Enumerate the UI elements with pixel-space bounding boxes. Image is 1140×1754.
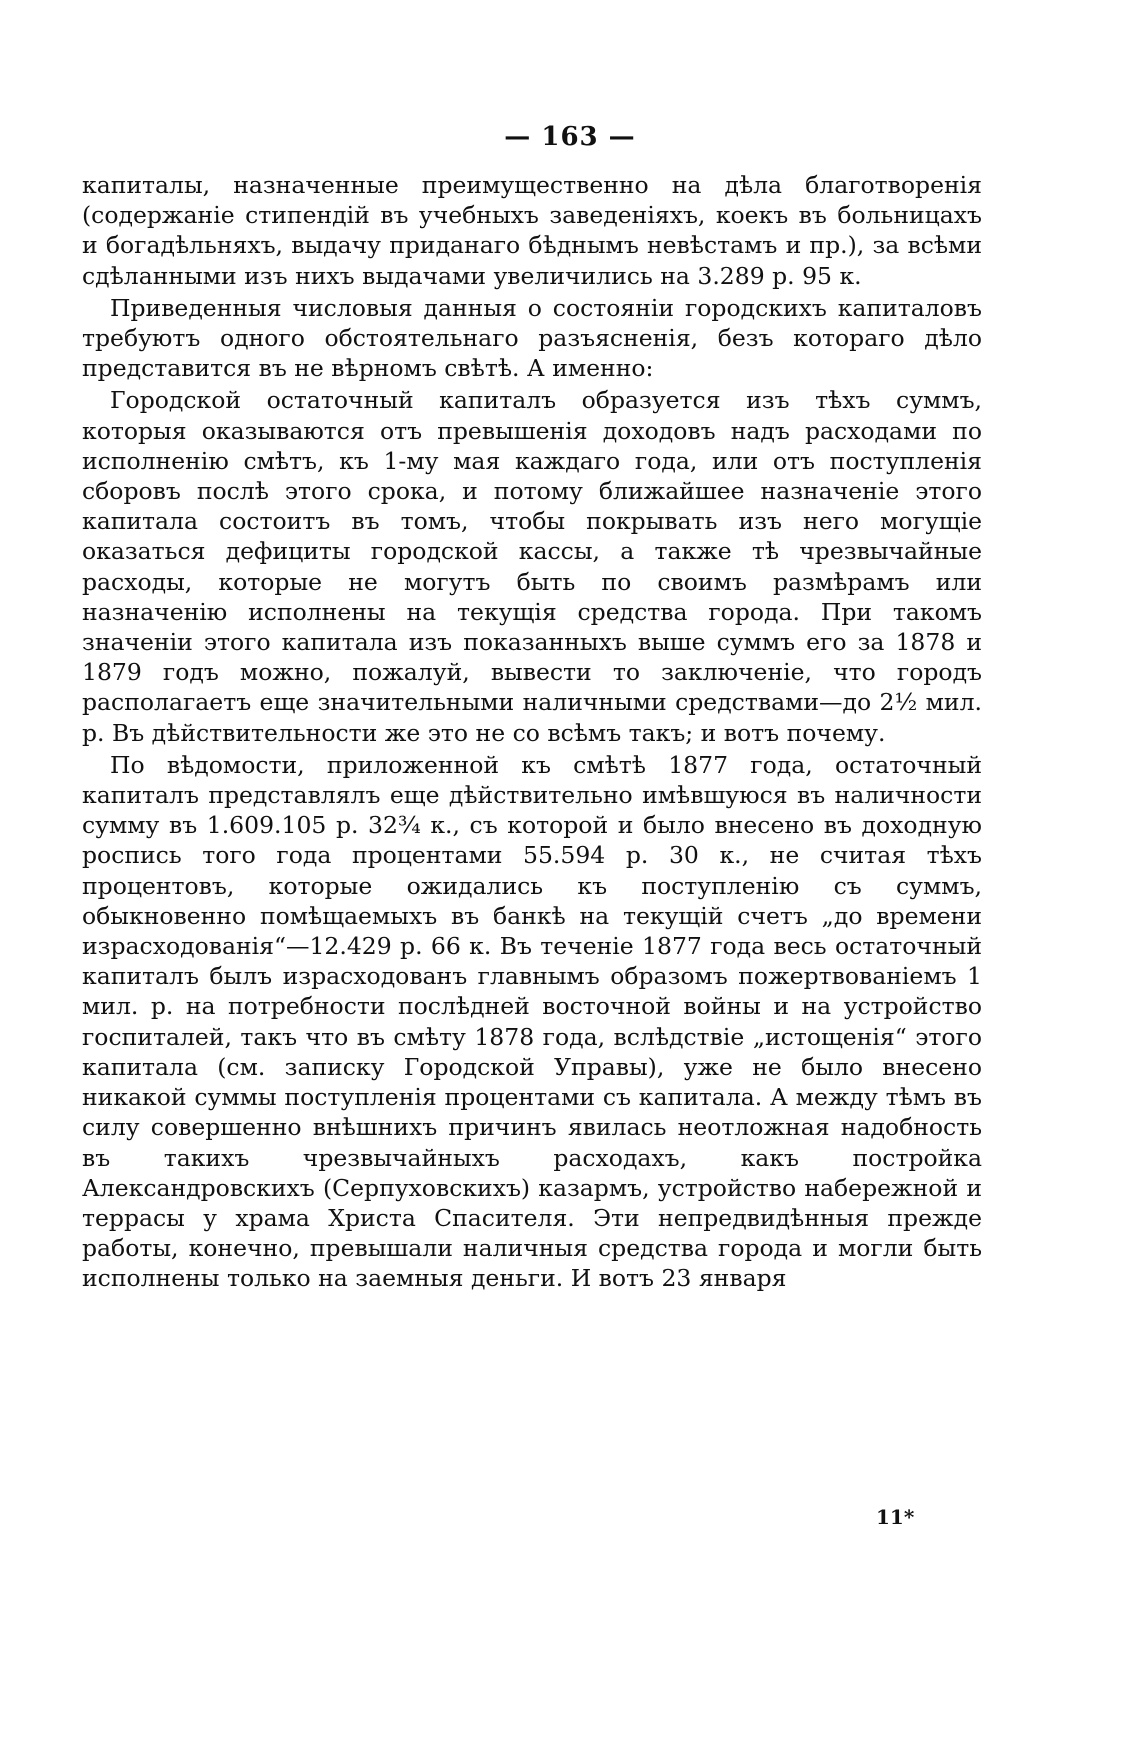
signature-mark: 11* — [876, 1505, 915, 1529]
paragraph-1: капиталы, назначенные преимущественно на дѣла благотворенія (содержаніе стипендій въ учебныхъ заведеніяхъ, коекъ въ больницахъ и богадѣльняхъ, выдачу приданаго бѣднымъ невѣстамъ и пр.), за всѣми сдѣланными изъ нихъ выдачами увеличились на 3.289 р. 95 к. — [82, 171, 982, 290]
paragraph-3: Городской остаточный капиталъ образуется изъ тѣхъ суммъ, которыя оказываются отъ превышенія доходовъ надъ расходами по исполненію смѣтъ, къ 1-му мая каждаго года, или отъ поступленія сборовъ послѣ этого срока, и потому ближайшее назначеніе этого капитала состоитъ въ томъ, чтобы покрывать изъ него могущіе оказаться дефициты городской кассы, а также тѣ чрезвычайные расходы, которые не могутъ быть по своимъ размѣрамъ или назначенію исполнены на текущія средства города. При такомъ значеніи этого капитала изъ показанныхъ выше суммъ его за 1878 и 1879 годъ можно, пожалуй, вывести то заключеніе, что городъ располагаетъ еще значительными наличными средствами—до 2½ мил. р. Въ дѣйствительности же это не со всѣмъ такъ; и вотъ почему. — [82, 386, 982, 747]
paragraph-4: По вѣдомости, приложенной къ смѣтѣ 1877 года, остаточный капиталъ представлялъ еще дѣйствительно имѣвшуюся въ наличности сумму въ 1.609.105 р. 32¾ к., съ которой и было внесено въ доходную роспись того года процентами 55.594 р. 30 к., не считая тѣхъ процентовъ, которые ожидались къ поступленію съ суммъ, обыкновенно помѣщаемыхъ въ банкѣ на текущій счетъ „до времени израсходованія“—12.429 р. 66 к. Въ теченіе 1877 года весь остаточный капиталъ былъ израсходованъ главнымъ образомъ пожертвованіемъ 1 мил. р. на потребности послѣдней восточной войны и на устройство госпиталей, такъ что въ смѣту 1878 года, вслѣдствіе „истощенія“ этого капитала (см. записку Городской Управы), уже не было внесено никакой суммы поступленія процентами съ капитала. А между тѣмъ въ силу совершенно внѣшнихъ причинъ явилась неотложная надобность въ такихъ чрезвычайныхъ расходахъ, какъ постройка Александровскихъ (Серпуховскихъ) казармъ, устройство набережной и террасы у храма Христа Спасителя. Эти непредвидѣнныя прежде работы, конечно, превышали наличныя средства города и могли быть исполнены только на заемныя деньги. И вотъ 23 января — [82, 750, 982, 1293]
body-text — [82, 170, 982, 1296]
paragraph-2: Приведенныя числовыя данныя о состояніи городскихъ капиталовъ требуютъ одного обстоятельнаго разъясненія, безъ котораго дѣло представится въ не вѣрномъ свѣтѣ. А именно: — [82, 293, 982, 383]
page-number: — 163 — — [504, 122, 636, 152]
